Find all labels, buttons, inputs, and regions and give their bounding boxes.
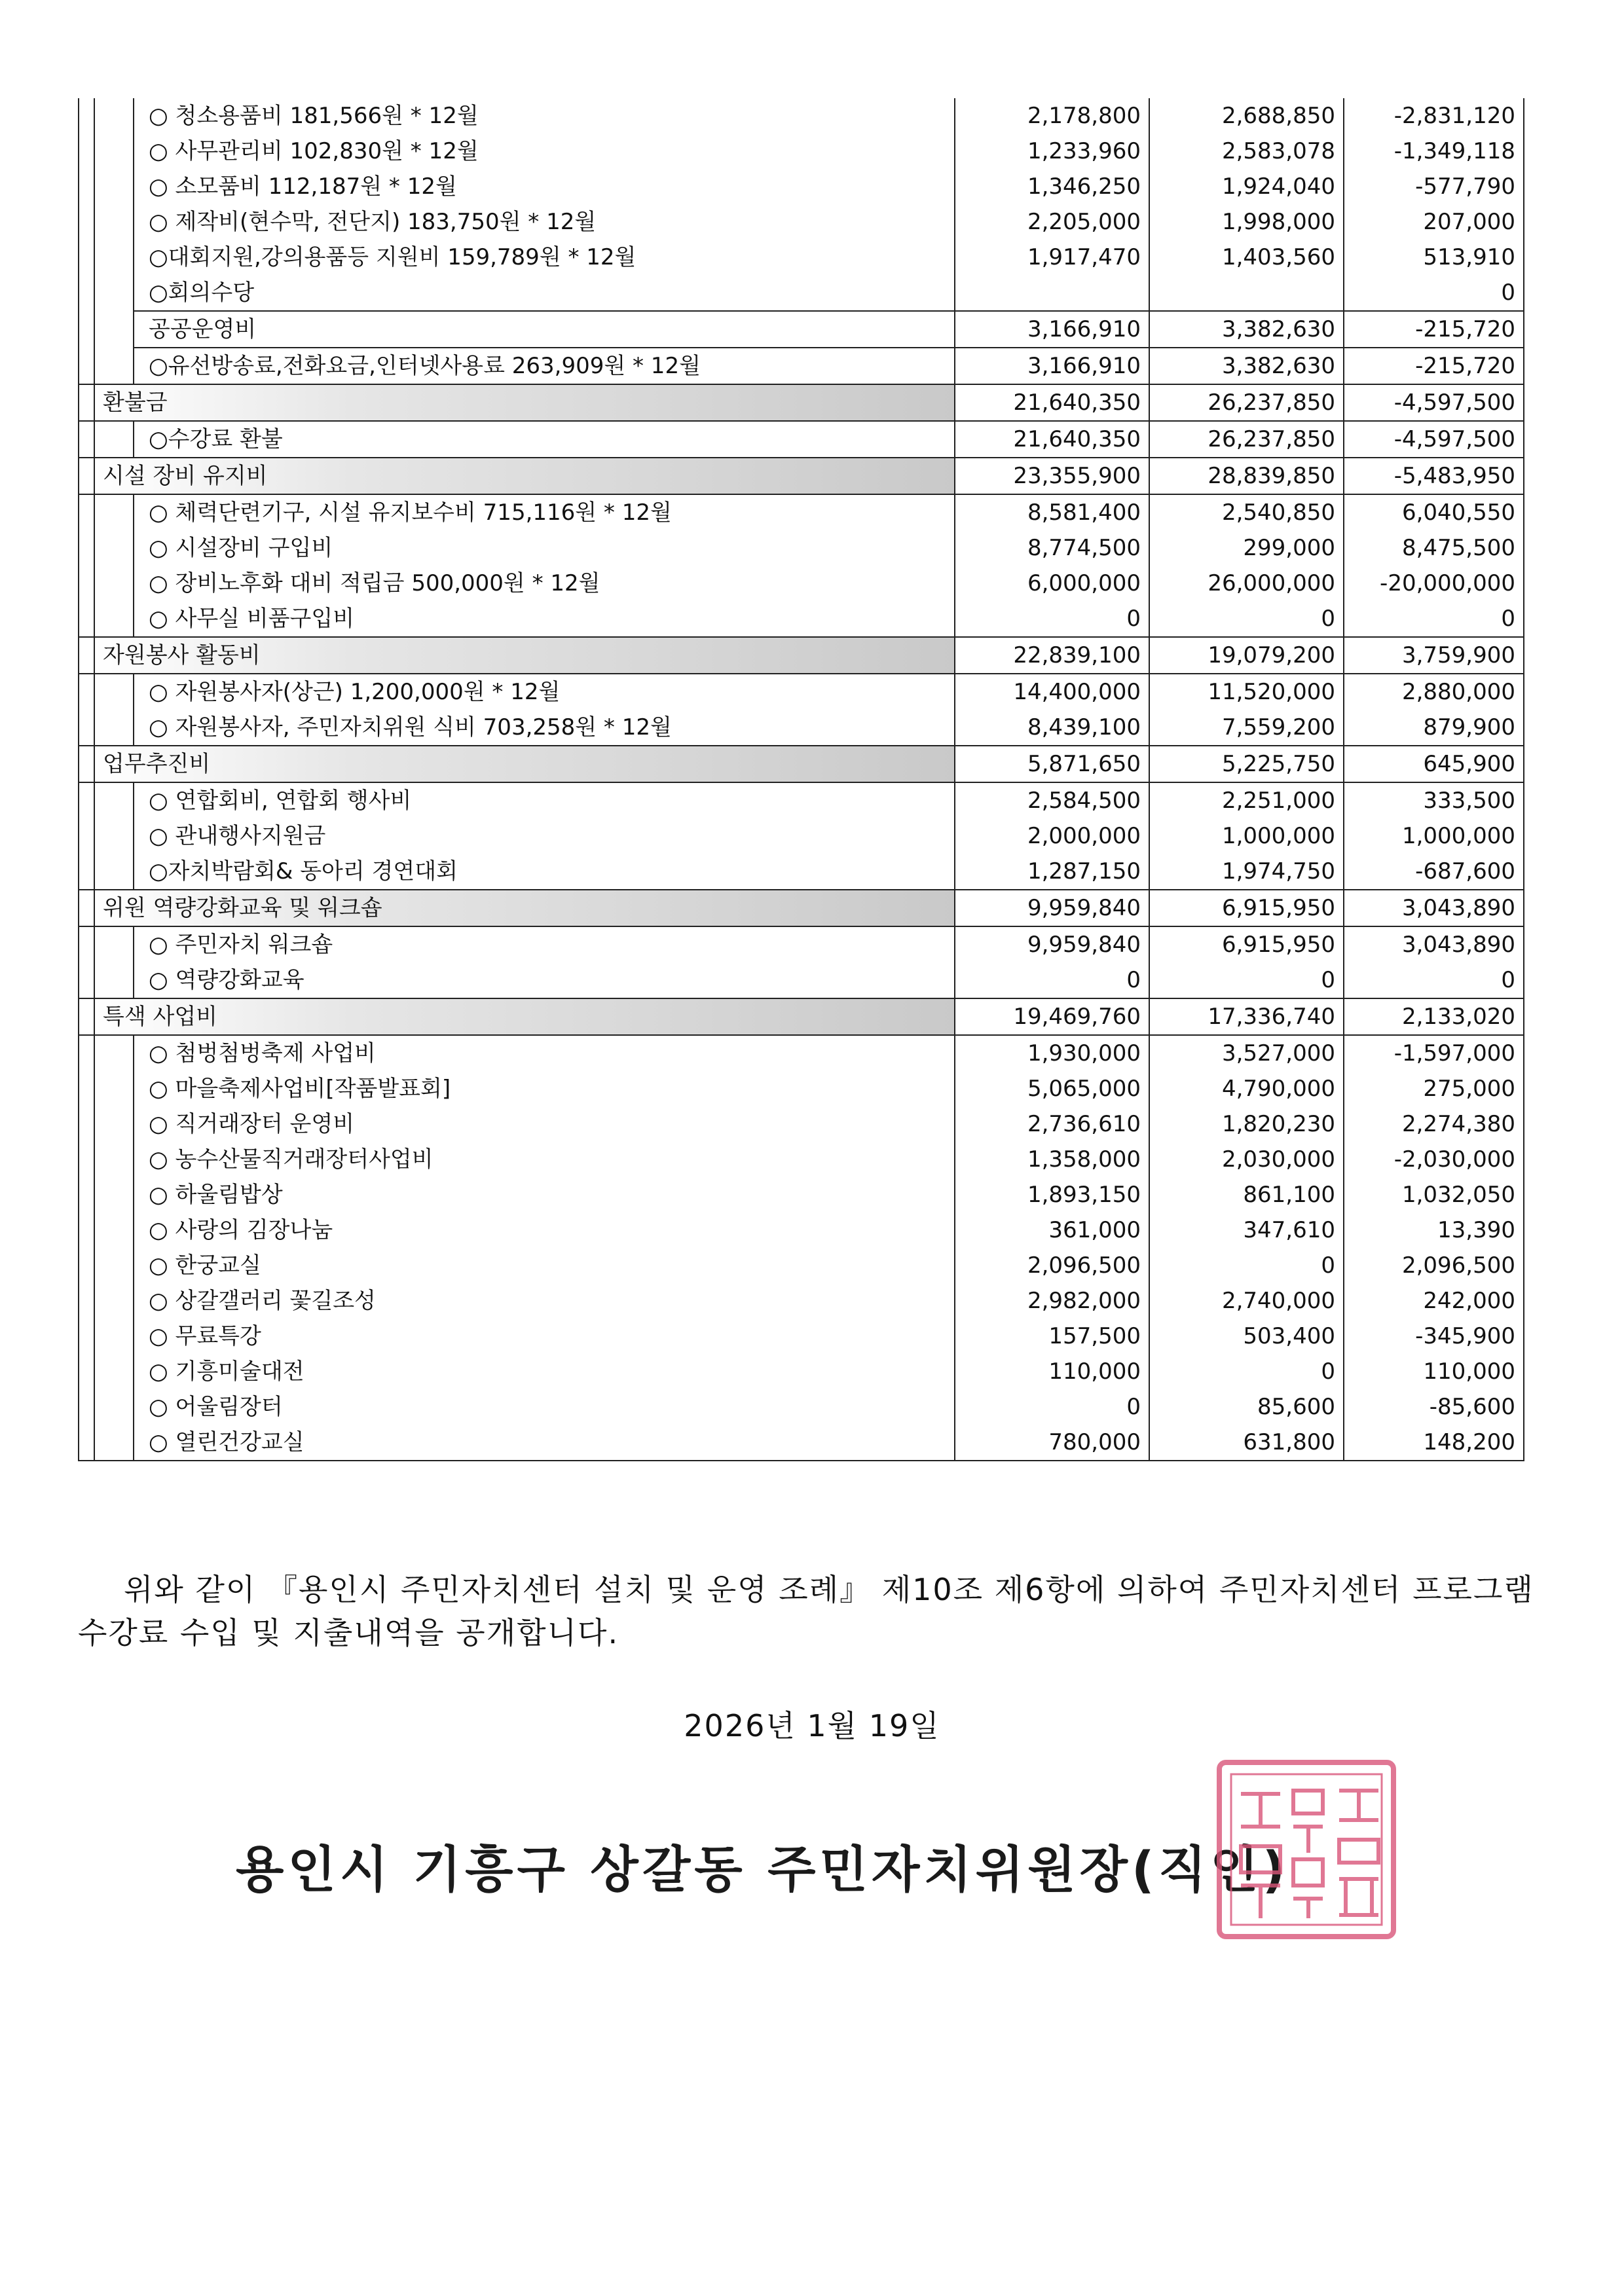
- table-rail-inner: [94, 1319, 134, 1354]
- amount-budget: 0: [955, 962, 1149, 998]
- table-rail-left: [79, 169, 94, 204]
- amount-budget: 2,096,500: [955, 1248, 1149, 1283]
- table-rail-left: [79, 384, 94, 421]
- table-rail-left: [79, 311, 94, 348]
- table-rail-left: [79, 1283, 94, 1319]
- amount-budget: 9,959,840: [955, 890, 1149, 926]
- table-rail-left: [79, 1035, 94, 1071]
- amount-budget: 2,205,000: [955, 204, 1149, 240]
- table-row-item: [79, 1177, 1524, 1212]
- table-rail-inner: [94, 98, 134, 134]
- amount-previous: 28,839,850: [1149, 458, 1344, 494]
- amount-budget: 780,000: [955, 1425, 1149, 1461]
- signer-title: 용인시 기흥구 상갈동 주민자치위원장(직인): [236, 1840, 1289, 1899]
- amount-difference: 0: [1344, 601, 1524, 637]
- category-name: 위원 역량강화교육 및 워크숍: [94, 890, 955, 926]
- table-row-category: [79, 746, 1524, 782]
- amount-budget: 23,355,900: [955, 458, 1149, 494]
- table-rail-left: [79, 134, 94, 169]
- table-row-item: [79, 710, 1524, 746]
- amount-difference: 148,200: [1344, 1425, 1524, 1461]
- item-name: ○ 청소용품비 181,566원 * 12월: [134, 98, 955, 134]
- table-row-item: [79, 1106, 1524, 1142]
- table-rail-inner: [94, 134, 134, 169]
- amount-budget: 2,736,610: [955, 1106, 1149, 1142]
- amount-budget: 5,871,650: [955, 746, 1149, 782]
- table-rail-left: [79, 998, 94, 1035]
- amount-difference: -5,483,950: [1344, 458, 1524, 494]
- table-rail-inner: [94, 348, 134, 384]
- amount-previous: 17,336,740: [1149, 998, 1344, 1035]
- table-row-subcategory: [79, 311, 1524, 348]
- table-rail-left: [79, 458, 94, 494]
- table-rail-inner: [94, 1071, 134, 1106]
- category-name: 시설 장비 유지비: [94, 458, 955, 494]
- amount-budget: 157,500: [955, 1319, 1149, 1354]
- item-name: ○ 사무관리비 102,830원 * 12월: [134, 134, 955, 169]
- item-name: ○ 자원봉사자(상근) 1,200,000원 * 12월: [134, 674, 955, 710]
- item-name: ○ 사랑의 김장나눔: [134, 1212, 955, 1248]
- amount-budget: 3,166,910: [955, 311, 1149, 348]
- amount-budget: 0: [955, 601, 1149, 637]
- table-rail-inner: [94, 962, 134, 998]
- table-row-item: [79, 275, 1524, 311]
- table-rail-left: [79, 962, 94, 998]
- amount-difference: 110,000: [1344, 1354, 1524, 1389]
- table-rail-left: [79, 98, 94, 134]
- official-seal-stamp: [1211, 1755, 1401, 1944]
- amount-budget: 9,959,840: [955, 926, 1149, 962]
- table-row-item: [79, 98, 1524, 134]
- amount-difference: -85,600: [1344, 1389, 1524, 1425]
- table-rail-left: [79, 674, 94, 710]
- table-rail-left: [79, 421, 94, 458]
- item-name: ○ 첨벙첨벙축제 사업비: [134, 1035, 955, 1071]
- table-rail-inner: [94, 1142, 134, 1177]
- amount-difference: -4,597,500: [1344, 421, 1524, 458]
- table-row-item: [79, 494, 1524, 530]
- amount-difference: 2,096,500: [1344, 1248, 1524, 1283]
- item-name: ○유선방송료,전화요금,인터넷사용료 263,909원 * 12월: [134, 348, 955, 384]
- table-row-item: [79, 566, 1524, 601]
- table-rail-left: [79, 204, 94, 240]
- amount-difference: -4,597,500: [1344, 384, 1524, 421]
- table-row-item: [79, 1283, 1524, 1319]
- table-rail-inner: [94, 710, 134, 746]
- table-rail-left: [79, 854, 94, 890]
- item-name: ○ 무료특강: [134, 1319, 955, 1354]
- amount-previous: 26,000,000: [1149, 566, 1344, 601]
- amount-budget: 21,640,350: [955, 421, 1149, 458]
- amount-budget: 3,166,910: [955, 348, 1149, 384]
- amount-previous: 2,030,000: [1149, 1142, 1344, 1177]
- amount-previous: 2,540,850: [1149, 494, 1344, 530]
- amount-difference: 242,000: [1344, 1283, 1524, 1319]
- table-rail-inner: [94, 494, 134, 530]
- table-row-item: [79, 854, 1524, 890]
- table-row-item: [79, 204, 1524, 240]
- table-row-category: [79, 890, 1524, 926]
- table-rail-left: [79, 566, 94, 601]
- amount-previous: 3,382,630: [1149, 311, 1344, 348]
- amount-previous: 1,974,750: [1149, 854, 1344, 890]
- table-rail-left: [79, 1354, 94, 1389]
- item-name: ○ 사무실 비품구입비: [134, 601, 955, 637]
- amount-previous: 3,527,000: [1149, 1035, 1344, 1071]
- table-rail-left: [79, 494, 94, 530]
- amount-difference: 1,032,050: [1344, 1177, 1524, 1212]
- table-rail-inner: [94, 566, 134, 601]
- amount-difference: 2,133,020: [1344, 998, 1524, 1035]
- amount-budget: 2,000,000: [955, 818, 1149, 854]
- amount-budget: 1,930,000: [955, 1035, 1149, 1071]
- item-name: ○ 열린건강교실: [134, 1425, 955, 1461]
- item-name: ○ 소모품비 112,187원 * 12월: [134, 169, 955, 204]
- table-rail-inner: [94, 1425, 134, 1461]
- subcategory-name: 공공운영비: [134, 311, 955, 348]
- amount-previous: 6,915,950: [1149, 926, 1344, 962]
- amount-previous: 7,559,200: [1149, 710, 1344, 746]
- table-rail-left: [79, 1071, 94, 1106]
- amount-previous: 0: [1149, 601, 1344, 637]
- table-row-item: [79, 421, 1524, 458]
- amount-difference: 0: [1344, 275, 1524, 311]
- amount-difference: 3,043,890: [1344, 890, 1524, 926]
- table-rail-inner: [94, 601, 134, 637]
- amount-difference: -1,597,000: [1344, 1035, 1524, 1071]
- amount-budget: [955, 275, 1149, 311]
- amount-difference: 645,900: [1344, 746, 1524, 782]
- table-row-item: [79, 782, 1524, 818]
- table-rail-left: [79, 601, 94, 637]
- table-row-item: [79, 1425, 1524, 1461]
- item-name: ○ 어울림장터: [134, 1389, 955, 1425]
- amount-difference: -577,790: [1344, 169, 1524, 204]
- amount-difference: -215,720: [1344, 348, 1524, 384]
- amount-difference: 8,475,500: [1344, 530, 1524, 566]
- table-row-item: [79, 134, 1524, 169]
- table-rail-left: [79, 275, 94, 311]
- table-rail-left: [79, 1425, 94, 1461]
- amount-difference: -20,000,000: [1344, 566, 1524, 601]
- amount-previous: 6,915,950: [1149, 890, 1344, 926]
- amount-difference: 2,274,380: [1344, 1106, 1524, 1142]
- amount-previous: 3,382,630: [1149, 348, 1344, 384]
- amount-difference: 207,000: [1344, 204, 1524, 240]
- table-rail-left: [79, 1319, 94, 1354]
- item-name: ○ 체력단련기구, 시설 유지보수비 715,116원 * 12월: [134, 494, 955, 530]
- amount-difference: 275,000: [1344, 1071, 1524, 1106]
- table-rail-left: [79, 1177, 94, 1212]
- table-rail-inner: [94, 674, 134, 710]
- document-date: 2026년 1월 19일: [684, 1708, 940, 1743]
- amount-budget: 8,774,500: [955, 530, 1149, 566]
- amount-previous: 5,225,750: [1149, 746, 1344, 782]
- amount-previous: 1,998,000: [1149, 204, 1344, 240]
- item-name: ○ 농수산물직거래장터사업비: [134, 1142, 955, 1177]
- item-name: ○자치박람회& 동아리 경연대회: [134, 854, 955, 890]
- table-row-item: [79, 1389, 1524, 1425]
- item-name: ○ 역량강화교육: [134, 962, 955, 998]
- amount-budget: 5,065,000: [955, 1071, 1149, 1106]
- item-name: ○ 하울림밥상: [134, 1177, 955, 1212]
- table-row-item: [79, 348, 1524, 384]
- table-row-category: [79, 998, 1524, 1035]
- table-rail-inner: [94, 1035, 134, 1071]
- table-rail-inner: [94, 1389, 134, 1425]
- amount-previous: 299,000: [1149, 530, 1344, 566]
- amount-previous: 0: [1149, 962, 1344, 998]
- notice-text: 위와 같이 『용인시 주민자치센터 설치 및 운영 조례』 제10조 제6항에 의하여 주민자치센터 프로그램 수강료 수입 및 지출내역을 공개합니다.: [78, 1572, 1534, 1650]
- amount-previous: 26,237,850: [1149, 384, 1344, 421]
- table-row-item: [79, 1212, 1524, 1248]
- amount-difference: 6,040,550: [1344, 494, 1524, 530]
- category-name: 특색 사업비: [94, 998, 955, 1035]
- table-row-category: [79, 458, 1524, 494]
- item-name: ○ 자원봉사자, 주민자치위원 식비 703,258원 * 12월: [134, 710, 955, 746]
- table-row-item: [79, 169, 1524, 204]
- item-name: ○ 시설장비 구입비: [134, 530, 955, 566]
- table-rail-left: [79, 1389, 94, 1425]
- table-rail-left: [79, 710, 94, 746]
- table-rail-inner: [94, 854, 134, 890]
- category-name: 자원봉사 활동비: [94, 637, 955, 674]
- amount-budget: 8,581,400: [955, 494, 1149, 530]
- table-rail-left: [79, 746, 94, 782]
- table-rail-left: [79, 530, 94, 566]
- amount-budget: 14,400,000: [955, 674, 1149, 710]
- table-row-category: [79, 637, 1524, 674]
- table-row-item: [79, 1071, 1524, 1106]
- item-name: ○ 관내행사지원금: [134, 818, 955, 854]
- table-rail-left: [79, 926, 94, 962]
- budget-table-body: [79, 98, 1524, 1461]
- amount-previous: 631,800: [1149, 1425, 1344, 1461]
- table-rail-inner: [94, 275, 134, 311]
- table-rail-inner: [94, 1106, 134, 1142]
- amount-previous: 1,000,000: [1149, 818, 1344, 854]
- table-rail-inner: [94, 1212, 134, 1248]
- amount-difference: 0: [1344, 962, 1524, 998]
- amount-difference: -345,900: [1344, 1319, 1524, 1354]
- item-name: ○ 상갈갤러리 꽃길조성: [134, 1283, 955, 1319]
- item-name: ○ 기흥미술대전: [134, 1354, 955, 1389]
- table-row-item: [79, 962, 1524, 998]
- amount-difference: -1,349,118: [1344, 134, 1524, 169]
- amount-difference: 3,759,900: [1344, 637, 1524, 674]
- table-rail-left: [79, 1142, 94, 1177]
- table-row-item: [79, 240, 1524, 275]
- amount-previous: 2,251,000: [1149, 782, 1344, 818]
- table-row-item: [79, 818, 1524, 854]
- table-rail-left: [79, 240, 94, 275]
- amount-budget: 8,439,100: [955, 710, 1149, 746]
- amount-previous: 861,100: [1149, 1177, 1344, 1212]
- amount-previous: 347,610: [1149, 1212, 1344, 1248]
- amount-difference: -687,600: [1344, 854, 1524, 890]
- table-rail-left: [79, 890, 94, 926]
- amount-difference: -215,720: [1344, 311, 1524, 348]
- table-rail-inner: [94, 782, 134, 818]
- amount-difference: 2,880,000: [1344, 674, 1524, 710]
- amount-previous: 4,790,000: [1149, 1071, 1344, 1106]
- amount-previous: [1149, 275, 1344, 311]
- amount-previous: 11,520,000: [1149, 674, 1344, 710]
- amount-difference: 879,900: [1344, 710, 1524, 746]
- amount-budget: 2,178,800: [955, 98, 1149, 134]
- amount-previous: 19,079,200: [1149, 637, 1344, 674]
- amount-budget: 2,584,500: [955, 782, 1149, 818]
- table-row-item: [79, 926, 1524, 962]
- item-name: ○ 직거래장터 운영비: [134, 1106, 955, 1142]
- amount-budget: 1,917,470: [955, 240, 1149, 275]
- amount-previous: 0: [1149, 1248, 1344, 1283]
- table-rail-inner: [94, 240, 134, 275]
- item-name: ○대회지원,강의용품등 지원비 159,789원 * 12월: [134, 240, 955, 275]
- amount-difference: 13,390: [1344, 1212, 1524, 1248]
- table-row-item: [79, 674, 1524, 710]
- table-rail-left: [79, 1106, 94, 1142]
- amount-budget: 1,893,150: [955, 1177, 1149, 1212]
- table-rail-left: [79, 782, 94, 818]
- item-name: ○ 주민자치 워크숍: [134, 926, 955, 962]
- table-row-item: [79, 1035, 1524, 1071]
- table-rail-inner: [94, 169, 134, 204]
- table-row-item: [79, 601, 1524, 637]
- table-rail-inner: [94, 818, 134, 854]
- table-rail-left: [79, 818, 94, 854]
- amount-budget: 1,233,960: [955, 134, 1149, 169]
- amount-difference: -2,030,000: [1344, 1142, 1524, 1177]
- table-row-item: [79, 1142, 1524, 1177]
- amount-budget: 21,640,350: [955, 384, 1149, 421]
- amount-previous: 1,924,040: [1149, 169, 1344, 204]
- table-rail-inner: [94, 1354, 134, 1389]
- item-name: ○ 장비노후화 대비 적립금 500,000원 * 12월: [134, 566, 955, 601]
- budget-table: [78, 98, 1524, 1461]
- table-row-category: [79, 384, 1524, 421]
- table-row-item: [79, 1248, 1524, 1283]
- amount-budget: 0: [955, 1389, 1149, 1425]
- amount-previous: 503,400: [1149, 1319, 1344, 1354]
- item-name: ○수강료 환불: [134, 421, 955, 458]
- table-row-item: [79, 530, 1524, 566]
- amount-previous: 1,403,560: [1149, 240, 1344, 275]
- table-rail-left: [79, 1212, 94, 1248]
- item-name: ○ 연합회비, 연합회 행사비: [134, 782, 955, 818]
- table-rail-inner: [94, 1177, 134, 1212]
- item-name: ○ 마을축제사업비[작품발표회]: [134, 1071, 955, 1106]
- table-rail-left: [79, 348, 94, 384]
- table-rail-inner: [94, 311, 134, 348]
- amount-budget: 1,346,250: [955, 169, 1149, 204]
- amount-previous: 0: [1149, 1354, 1344, 1389]
- amount-budget: 110,000: [955, 1354, 1149, 1389]
- item-name: ○ 한궁교실: [134, 1248, 955, 1283]
- table-rail-inner: [94, 530, 134, 566]
- amount-difference: 3,043,890: [1344, 926, 1524, 962]
- amount-previous: 26,237,850: [1149, 421, 1344, 458]
- amount-budget: 2,982,000: [955, 1283, 1149, 1319]
- table-rail-left: [79, 1248, 94, 1283]
- item-name: ○ 제작비(현수막, 전단지) 183,750원 * 12월: [134, 204, 955, 240]
- amount-budget: 6,000,000: [955, 566, 1149, 601]
- table-rail-inner: [94, 204, 134, 240]
- category-name: 환불금: [94, 384, 955, 421]
- table-row-item: [79, 1319, 1524, 1354]
- amount-budget: 22,839,100: [955, 637, 1149, 674]
- amount-budget: 19,469,760: [955, 998, 1149, 1035]
- amount-previous: 1,820,230: [1149, 1106, 1344, 1142]
- amount-previous: 85,600: [1149, 1389, 1344, 1425]
- amount-budget: 361,000: [955, 1212, 1149, 1248]
- table-rail-inner: [94, 1283, 134, 1319]
- amount-budget: 1,358,000: [955, 1142, 1149, 1177]
- amount-previous: 2,688,850: [1149, 98, 1344, 134]
- table-rail-inner: [94, 421, 134, 458]
- table-row-item: [79, 1354, 1524, 1389]
- amount-difference: 1,000,000: [1344, 818, 1524, 854]
- table-rail-left: [79, 637, 94, 674]
- amount-budget: 1,287,150: [955, 854, 1149, 890]
- amount-difference: 333,500: [1344, 782, 1524, 818]
- item-name: ○회의수당: [134, 275, 955, 311]
- amount-difference: -2,831,120: [1344, 98, 1524, 134]
- amount-previous: 2,740,000: [1149, 1283, 1344, 1319]
- amount-previous: 2,583,078: [1149, 134, 1344, 169]
- table-rail-inner: [94, 1248, 134, 1283]
- table-rail-inner: [94, 926, 134, 962]
- category-name: 업무추진비: [94, 746, 955, 782]
- amount-difference: 513,910: [1344, 240, 1524, 275]
